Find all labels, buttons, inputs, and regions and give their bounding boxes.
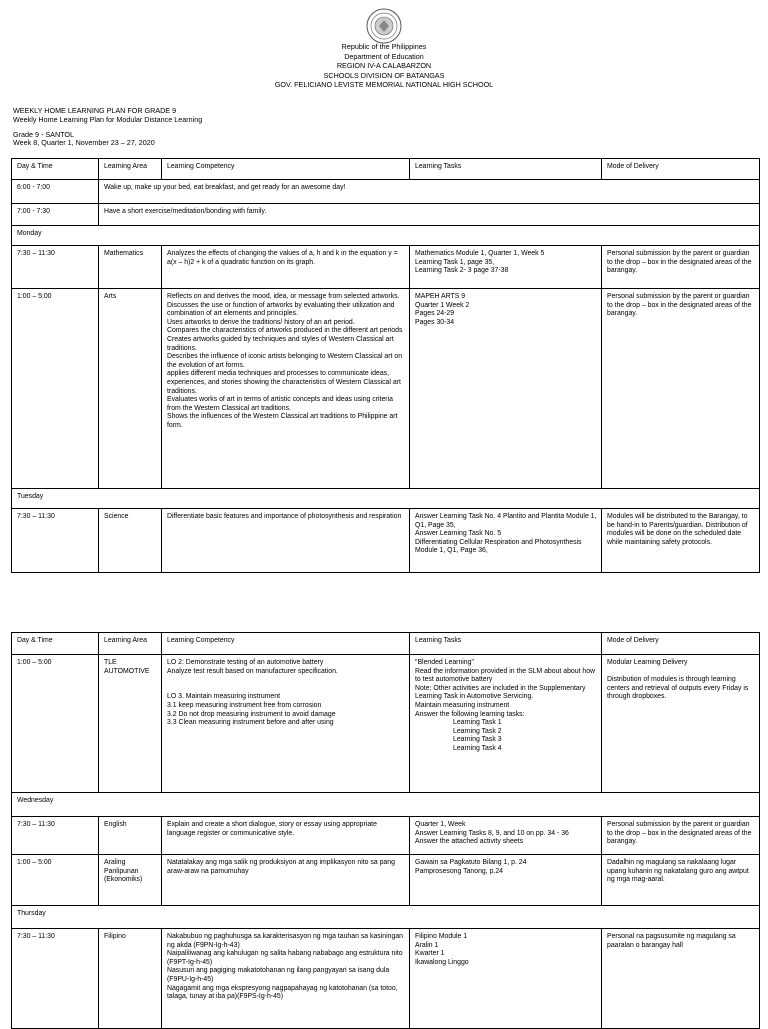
table-row [12, 929, 760, 1029]
table-row [12, 509, 760, 573]
learning-area-cell: English [99, 817, 162, 855]
learning-area-cell: TLE AUTOMOTIVE [99, 655, 162, 793]
tasks-cell: Mathematics Module 1, Quarter 1, Week 5 Learning Task 1, page 35, Learning Task 2- 3 page 37-38 [410, 246, 602, 289]
header-school: GOV. FELICIANO LEVISTE MEMORIAL NATIONAL HIGH SCHOOL [274, 80, 494, 90]
time-cell: 1:00 – 5:00 [12, 655, 99, 793]
table-row [12, 817, 760, 855]
tasks-cell [410, 655, 602, 793]
header-region: REGION IV-A CALABARZON [336, 61, 432, 71]
table-row [12, 246, 760, 289]
competency-cell: Explain and create a short dialogue, story or essay using appropriate language register or communicative style. [162, 817, 410, 855]
delivery-cell: Modular Learning Delivery Distribution of modules is through learning centers and retrieval of outputs every Friday is through dropboxes. [602, 655, 760, 793]
time-cell: 1:00 – 5:00 [12, 289, 99, 489]
school-header [0, 42, 768, 90]
day-label: Thursday [12, 906, 760, 929]
task-item: Learning Task 1 [453, 719, 502, 727]
learning-area-cell: Araling Panlipunan (Ekonomiks) [99, 855, 162, 906]
routine-cell: Wake up, make up your bed, eat breakfast, and get ready for an awesome day! [99, 180, 760, 204]
table-header-row [12, 633, 760, 655]
plan-intro [13, 107, 202, 148]
time-cell: 7:00 - 7:30 [12, 204, 99, 226]
plan-subtitle: Weekly Home Learning Plan for Modular Distance Learning [13, 114, 203, 124]
plan-table-2 [11, 632, 760, 1029]
col-header-mode-of-delivery: Mode of Delivery [602, 633, 760, 655]
col-header-mode-of-delivery: Mode of Delivery [602, 159, 760, 180]
competency-cell: Natatalakay ang mga salik ng produksiyon at ang implikasyon nito sa pang araw-araw na pamumuhay [162, 855, 410, 906]
delivery-cell: Personal submission by the parent or guardian to the drop – box in the designated areas of the barangay. [602, 289, 760, 489]
day-label: Wednesday [12, 793, 760, 817]
time-cell: 7:30 – 11:30 [12, 246, 99, 289]
table-header-row [12, 159, 760, 180]
day-row-wednesday [12, 793, 760, 817]
col-header-learning-competency: Learning Competency [162, 633, 410, 655]
header-republic: Republic of the Philippines [341, 42, 427, 51]
plan-title: WEEKLY HOME LEARNING PLAN FOR GRADE 9 [13, 106, 177, 115]
time-cell: 7:30 – 11:30 [12, 929, 99, 1029]
tasks-text: "Blended Learning" Read the information provided in the SLM about about how to test automotive battery Note: Other activities are included in the Supplementary Learning Task in Automotive Servicing. Maintain measuring instrument Answer the following learning tasks: [415, 659, 596, 718]
time-cell: 6:00 - 7:00 [12, 180, 99, 204]
learning-area-cell: Filipino [99, 929, 162, 1029]
competency-cell: Differentiate basic features and importance of photosynthesis and respiration [162, 509, 410, 573]
tasks-cell: Gawain sa Pagkatuto Bilang 1, p. 24 Pamprosesong Tanong, p.24 [410, 855, 602, 906]
header-department: Department of Education [344, 51, 424, 61]
tasks-cell: MAPEH ARTS 9 Quarter 1 Week 2 Pages 24-29 Pages 30-34 [410, 289, 602, 489]
table-row [12, 289, 760, 489]
delivery-cell: Personal submission by the parent or guardian to the drop – box in the designated areas of the barangay. [602, 817, 760, 855]
time-cell: 7:30 – 11:30 [12, 509, 99, 573]
competency-cell: Nakabubuo ng paghuhusga sa karakterisasyon ng mga tauhan sa kasiningan ng akda (F9PN-Ig-h-43) Naipaliliwanag ang kahulugan ng salita habang nababago ang estruktura nito (F9PT-Ig-h-45) Nasusuri ang pagiging makatotohanan ng ilang pangyayari sa isang dula (F9PU-Ig-h-45) Nagagamit ang mga ekspresyong nagpapahayag ng katotohanan (sa totoo, talaga, tunay at iba pa)(F9PS-Ig-h-45) [162, 929, 410, 1029]
plan-table-1 [11, 158, 760, 573]
col-header-learning-area: Learning Area [99, 159, 162, 180]
day-row-thursday [12, 906, 760, 929]
table-row [12, 180, 760, 204]
learning-area-cell: Mathematics [99, 246, 162, 289]
tasks-cell: Answer Learning Task No. 4 Plantito and Plantita Module 1, Q1, Page 35, Answer Learning Task No. 5 Differentiating Cellular Respiration and Photosynthesis Module 1, Q1, Page 36, [410, 509, 602, 573]
task-item: Learning Task 3 [453, 736, 502, 744]
col-header-day-time: Day & Time [12, 159, 99, 180]
time-cell: 1:00 – 5:00 [12, 855, 99, 906]
delivery-cell: Personal submission by the parent or guardian to the drop – box in the designated areas of the barangay. [602, 246, 760, 289]
routine-cell: Have a short exercise/meditation/bonding with family. [99, 204, 760, 226]
week-info: Week 8, Quarter 1, November 23 – 27, 2020 [13, 138, 155, 148]
delivery-cell: Personal na pagsusumite ng magulang sa paaralan o barangay hall [602, 929, 760, 1029]
day-row-tuesday [12, 489, 760, 509]
delivery-cell: Modules will be distributed to the Barangay, to be hand-in to Parents/guardian. Distribution of modules will be done on the scheduled date while maintaining safety protocols. [602, 509, 760, 573]
learning-area-cell: Science [99, 509, 162, 573]
delivery-cell: Dadalhin ng magulang sa nakalaang lugar upang kuhanin ng nakatalang guro ang awtput ng mga mag-aaral. [602, 855, 760, 906]
day-label: Monday [12, 226, 760, 246]
col-header-learning-competency: Learning Competency [162, 159, 410, 180]
day-label: Tuesday [12, 489, 760, 509]
tasks-cell: Quarter 1, Week Answer Learning Tasks 8, 9, and 10 on pp. 34 - 36 Answer the attached activity sheets [410, 817, 602, 855]
competency-cell: Analyzes the effects of changing the values of a, h and k in the equation y = a(x – h)2 + k of a quadratic function on its graph. [162, 246, 410, 289]
tasks-cell: Filipino Module 1 Aralin 1 Kwarter 1 Ikawalong Linggo [410, 929, 602, 1029]
table-row [12, 204, 760, 226]
col-header-learning-area: Learning Area [99, 633, 162, 655]
task-item: Learning Task 2 [453, 727, 502, 735]
task-item: Learning Task 4 [453, 744, 502, 752]
table-row [12, 655, 760, 793]
day-row-monday [12, 226, 760, 246]
time-cell: 7:30 – 11:30 [12, 817, 99, 855]
table-row [12, 855, 760, 906]
competency-cell: Reflects on and derives the mood, idea, or message from selected artworks. Discusses the use or function of artworks by evaluating their utilization and combination of art elements and principles. Uses artworks to derive the traditions/ history of an art period. Compares the characteristics of artworks produced in the different art periods Creates artworks guided by techniques and styles of Western Classical art traditions. Describes the influence of iconic artists belonging to Western Classical art on the evolution of art forms. applies different media techniques and processes to communicate ideas, experiences, and stories showing the characteristics of Western Classical art traditions. Evaluates works of art in terms of artistic concepts and ideas using criteria from the Western Classical art traditions. Shows the influences of the Western Classical art traditions to Philippine art form. [162, 289, 410, 489]
col-header-learning-tasks: Learning Tasks [410, 159, 602, 180]
competency-cell: LO 2: Demonstrate testing of an automotive battery Analyze test result based on manufacturer specification. LO 3. Maintain measuring instrument 3.1 keep measuring instrument free from corrosion 3.2 Do not drop measuring instrument to avoid damage 3.3 Clean measuring instrument before and after using [162, 655, 410, 793]
header-division: SCHOOLS DIVISION OF BATANGAS [323, 70, 445, 80]
col-header-learning-tasks: Learning Tasks [410, 633, 602, 655]
col-header-day-time: Day & Time [12, 633, 99, 655]
learning-area-cell: Arts [99, 289, 162, 489]
grade-section: Grade 9 - SANTOL [13, 129, 74, 139]
